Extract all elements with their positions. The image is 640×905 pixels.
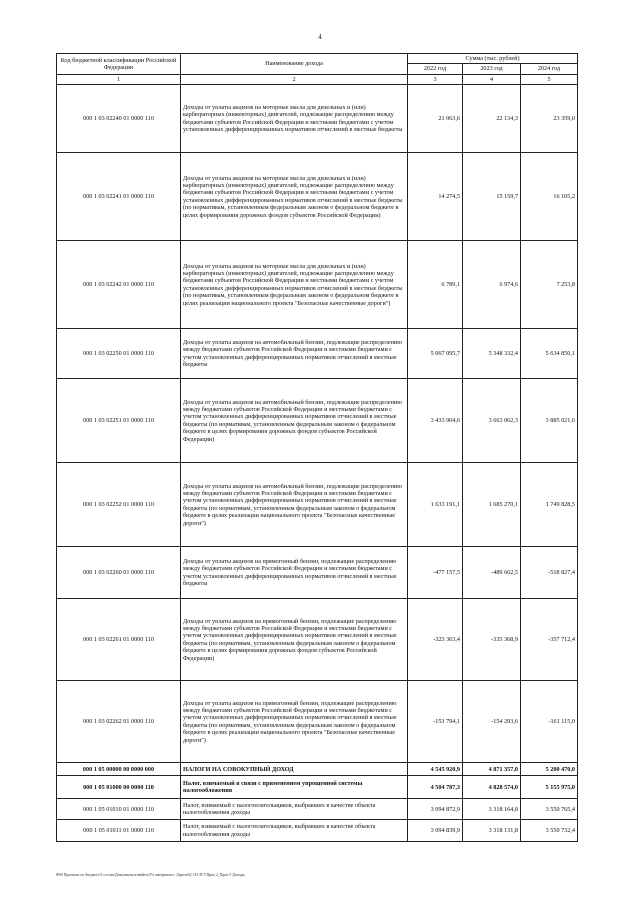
revenue-table	[56, 53, 578, 842]
amount-2024-cell: 3 885 021,6	[521, 379, 578, 463]
budget-code-cell: 000 1 05 00000 00 0000 000	[57, 763, 181, 776]
budget-code-cell: 000 1 03 02252 01 0000 110	[57, 463, 181, 547]
amount-2024-cell: 1 749 828,5	[521, 463, 578, 547]
amount-2023-cell: 3 663 062,3	[463, 379, 521, 463]
budget-code-cell: 000 1 03 02240 01 0000 110	[57, 85, 181, 153]
amount-2023-cell: 1 685 270,1	[463, 463, 521, 547]
header-year-2022: 2022 год	[408, 64, 463, 74]
page-number: 4	[318, 33, 322, 41]
header-code: Код бюджетной классификации Российской Федерации	[57, 54, 181, 75]
amount-2022-cell: 14 274,5	[408, 153, 463, 241]
budget-code-cell: 000 1 03 02250 01 0000 110	[57, 329, 181, 379]
amount-2024-cell: 5 155 975,0	[521, 776, 578, 799]
table-row	[57, 776, 578, 799]
budget-code-cell: 000 1 03 02251 01 0000 110	[57, 379, 181, 463]
amount-2023-cell: -154 293,6	[463, 681, 521, 763]
revenue-name-cell: Доходы от уплаты акцизов на автомобильный бензин, подлежащие распределению между бюджетами субъектов Российской Федерации и местными бюджетами с учетом установленных дифференцированных нормативов отчислений в местные бюджеты (по нормативам, установленным федеральным законом о федеральном бюджете в целях реализации национального проекта "Безопасные качественные дороги")	[181, 463, 408, 547]
amount-2022-cell: -323 363,4	[408, 599, 463, 681]
amount-2022-cell: 4 504 787,3	[408, 776, 463, 799]
budget-code-cell: 000 1 05 01000 00 0000 110	[57, 776, 181, 799]
budget-code-cell: 000 1 03 02260 01 0000 110	[57, 547, 181, 599]
table-row	[57, 547, 578, 599]
budget-code-cell: 000 1 03 02241 01 0000 110	[57, 153, 181, 241]
amount-2022-cell: 3 094 839,9	[408, 820, 463, 842]
amount-2024-cell: 3 550 765,4	[521, 799, 578, 820]
revenue-name-cell: Доходы от уплаты акцизов на прямогонный бензин, подлежащие распределению между бюджетами субъектов Российской Федерации и местными бюджетами с учетом установленных дифференцированных нормативов отчислений в местные бюджеты	[181, 547, 408, 599]
revenue-name-cell: Доходы от уплаты акцизов на автомобильный бензин, подлежащие распределению между бюджетами субъектов Российской Федерации и местными бюджетами с учетом установленных дифференцированных нормативов отчислений в местные бюджеты (по нормативам, установленным федеральным законом о федеральном бюджете в целях формирования дорожных фондов субъектов Российской Федерации)	[181, 379, 408, 463]
table-row	[57, 820, 578, 842]
revenue-name-cell: Доходы от уплаты акцизов на прямогонный бензин, подлежащие распределению между бюджетами субъектов Российской Федерации и местными бюджетами с учетом установленных дифференцированных нормативов отчислений в местные бюджеты (по нормативам, установленным федеральным законом о федеральном бюджете в целях реализации национального проекта "Безопасные качественные дороги")	[181, 681, 408, 763]
revenue-name-cell: Налог, взимаемый в связи с применением упрощенной системы налогообложения	[181, 776, 408, 799]
amount-2024-cell: 23 359,0	[521, 85, 578, 153]
amount-2024-cell: 5 634 850,1	[521, 329, 578, 379]
amount-2022-cell: 1 633 191,1	[408, 463, 463, 547]
amount-2022-cell: 6 789,1	[408, 241, 463, 329]
column-index: 5	[521, 74, 578, 84]
table-row	[57, 681, 578, 763]
column-index: 1	[57, 74, 181, 84]
amount-2023-cell: 6 974,6	[463, 241, 521, 329]
amount-2023-cell: 22 134,3	[463, 85, 521, 153]
column-index: 2	[181, 74, 408, 84]
column-index-row	[57, 74, 578, 84]
budget-code-cell: 000 1 05 01010 01 0000 110	[57, 799, 181, 820]
revenue-name-cell: Доходы от уплаты акцизов на моторные масла для дизельных и (или) карбюраторных (инжекторных) двигателей, подлежащие распределению между бюджетами субъектов Российской Федерации и местными бюджетами с учетом установленных дифференцированных нормативов отчислений в местные бюджеты	[181, 85, 408, 153]
amount-2024-cell: -357 712,4	[521, 599, 578, 681]
table-row	[57, 763, 578, 776]
header-row	[57, 54, 578, 64]
table-row	[57, 379, 578, 463]
budget-code-cell: 000 1 05 01011 01 0000 110	[57, 820, 181, 842]
footer-path: Ф90 Проектно по бюджету\3 сессия\Документы кзвъйета\Уч материалы с Ларезе\Ы 315-П-7\Прил 2_Прил 5 Доходы	[56, 873, 245, 877]
column-index: 3	[408, 74, 463, 84]
header-sum: Сумма (тыс. рублей)	[408, 54, 578, 64]
table-row	[57, 153, 578, 241]
amount-2024-cell: 5 200 470,0	[521, 763, 578, 776]
revenue-name-cell: Доходы от уплаты акцизов на автомобильный бензин, подлежащие распределению между бюджетами субъектов Российской Федерации и местными бюджетами с учетом установленных дифференцированных нормативов отчислений в местные бюджеты	[181, 329, 408, 379]
amount-2022-cell: 5 067 095,7	[408, 329, 463, 379]
amount-2024-cell: -161 115,0	[521, 681, 578, 763]
amount-2024-cell: -518 827,4	[521, 547, 578, 599]
amount-2022-cell: 3 433 904,6	[408, 379, 463, 463]
budget-code-cell: 000 1 03 02261 01 0000 110	[57, 599, 181, 681]
revenue-name-cell: Налог, взимаемый с налогоплательщиков, выбравших в качестве объекта налогообложения доходы	[181, 820, 408, 842]
amount-2023-cell: 4 828 574,0	[463, 776, 521, 799]
revenue-name-cell: Налог, взимаемый с налогоплательщиков, выбравших в качестве объекта налогообложения доходы	[181, 799, 408, 820]
amount-2023-cell: 15 159,7	[463, 153, 521, 241]
amount-2023-cell: -489 662,5	[463, 547, 521, 599]
table-row	[57, 85, 578, 153]
table-row	[57, 329, 578, 379]
amount-2022-cell: 21 063,6	[408, 85, 463, 153]
revenue-name-cell: Доходы от уплаты акцизов на моторные масла для дизельных и (или) карбюраторных (инжекторных) двигателей, подлежащие распределению между бюджетами субъектов Российской Федерации и местными бюджетами с учетом установленных дифференцированных нормативов отчислений в местные бюджеты (по нормативам, установленным федеральным законом о федеральном бюджете в целях реализации национального проекта "Безопасные качественные дороги")	[181, 241, 408, 329]
revenue-name-cell: Доходы от уплаты акцизов на моторные масла для дизельных и (или) карбюраторных (инжекторных) двигателей, подлежащие распределению между бюджетами субъектов Российской Федерации и местными бюджетами с учетом установленных дифференцированных нормативов отчислений в местные бюджеты (по нормативам, установленным федеральным законом о федеральном бюджете в целях формирования дорожных фондов субъектов Российской Федерации)	[181, 153, 408, 241]
budget-code-cell: 000 1 03 02242 01 0000 110	[57, 241, 181, 329]
amount-2023-cell: 4 871 357,0	[463, 763, 521, 776]
amount-2024-cell: 7 253,8	[521, 241, 578, 329]
amount-2022-cell: 3 094 872,9	[408, 799, 463, 820]
header-year-2024: 2024 год	[521, 64, 578, 74]
amount-2022-cell: -153 794,1	[408, 681, 463, 763]
revenue-name-cell: НАЛОГИ НА СОВОКУПНЫЙ ДОХОД	[181, 763, 408, 776]
header-year-2023: 2023 год	[463, 64, 521, 74]
amount-2022-cell: 4 545 920,9	[408, 763, 463, 776]
amount-2022-cell: -477 157,5	[408, 547, 463, 599]
amount-2023-cell: 3 318 131,8	[463, 820, 521, 842]
table-row	[57, 241, 578, 329]
revenue-name-cell: Доходы от уплаты акцизов на прямогонный бензин, подлежащие распределению между бюджетами субъектов Российской Федерации и местными бюджетами с учетом установленных дифференцированных нормативов отчислений в местные бюджеты (по нормативам, установленным федеральным законом о федеральном бюджете в целях формирования дорожных фондов субъектов Российской Федерации)	[181, 599, 408, 681]
budget-code-cell: 000 1 03 02262 01 0000 110	[57, 681, 181, 763]
amount-2024-cell: 16 105,2	[521, 153, 578, 241]
amount-2023-cell: 5 348 332,4	[463, 329, 521, 379]
column-index: 4	[463, 74, 521, 84]
amount-2023-cell: -335 368,9	[463, 599, 521, 681]
amount-2023-cell: 3 318 164,8	[463, 799, 521, 820]
table-row	[57, 799, 578, 820]
table-row	[57, 463, 578, 547]
amount-2024-cell: 3 550 732,4	[521, 820, 578, 842]
header-name: Наименование дохода	[181, 54, 408, 75]
table-row	[57, 599, 578, 681]
